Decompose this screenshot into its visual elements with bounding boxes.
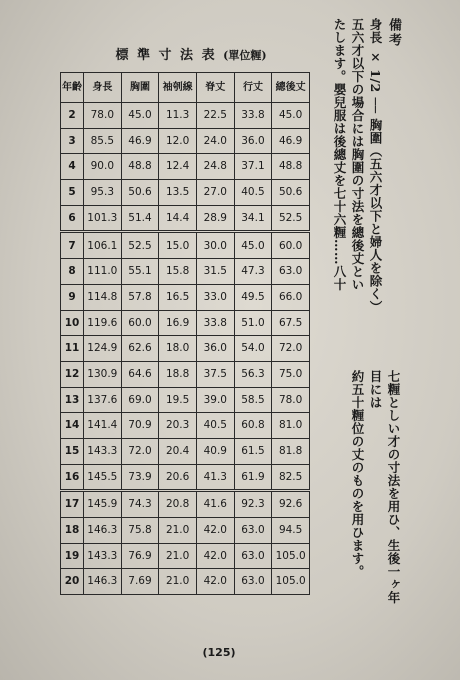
value-cell: 81.0 xyxy=(272,413,310,439)
header-total-back-length: 總後丈 xyxy=(272,73,310,103)
value-cell: 72.0 xyxy=(121,438,159,464)
value-cell: 36.0 xyxy=(234,128,272,154)
value-cell: 143.3 xyxy=(84,543,122,569)
value-cell: 33.8 xyxy=(196,310,234,336)
age-cell: 17 xyxy=(61,491,84,518)
value-cell: 51.0 xyxy=(234,310,272,336)
value-cell: 16.9 xyxy=(159,310,197,336)
table-row xyxy=(61,310,310,336)
value-cell: 45.0 xyxy=(234,232,272,259)
value-cell: 30.0 xyxy=(196,232,234,259)
value-cell: 52.5 xyxy=(272,205,310,232)
value-cell: 78.0 xyxy=(272,387,310,413)
value-cell: 16.5 xyxy=(159,284,197,310)
table-row xyxy=(61,103,310,129)
value-cell: 63.0 xyxy=(272,259,310,285)
value-cell: 145.5 xyxy=(84,464,122,491)
value-cell: 90.0 xyxy=(84,154,122,180)
value-cell: 67.5 xyxy=(272,310,310,336)
value-cell: 54.0 xyxy=(234,336,272,362)
table-row xyxy=(61,518,310,544)
table-body xyxy=(61,103,310,595)
header-back-length: 脊丈 xyxy=(196,73,234,103)
table-row xyxy=(61,569,310,595)
remarks-line: たします。嬰兒服は後總丈を七十六糎……八十 xyxy=(332,18,347,291)
value-cell: 42.0 xyxy=(196,518,234,544)
value-cell: 60.0 xyxy=(272,232,310,259)
value-cell: 85.5 xyxy=(84,128,122,154)
header-sleeve-length: 行丈 xyxy=(234,73,272,103)
table-title xyxy=(100,44,282,63)
value-cell: 18.0 xyxy=(159,336,197,362)
value-cell: 95.3 xyxy=(84,180,122,206)
value-cell: 76.9 xyxy=(121,543,159,569)
value-cell: 22.5 xyxy=(196,103,234,129)
table-row xyxy=(61,205,310,232)
value-cell: 20.4 xyxy=(159,438,197,464)
value-cell: 105.0 xyxy=(272,543,310,569)
remarks-continued xyxy=(348,370,402,610)
value-cell: 49.5 xyxy=(234,284,272,310)
table-title-text: 標 準 寸 法 表 xyxy=(115,48,217,63)
value-cell: 60.0 xyxy=(121,310,159,336)
value-cell: 21.0 xyxy=(159,518,197,544)
table-header-row xyxy=(61,73,310,103)
age-cell: 9 xyxy=(61,284,84,310)
value-cell: 12.0 xyxy=(159,128,197,154)
value-cell: 92.6 xyxy=(272,491,310,518)
value-cell: 51.4 xyxy=(121,205,159,232)
value-cell: 40.5 xyxy=(234,180,272,206)
value-cell: 40.5 xyxy=(196,413,234,439)
table-row xyxy=(61,438,310,464)
age-cell: 5 xyxy=(61,180,84,206)
value-cell: 75.0 xyxy=(272,361,310,387)
remarks-heading: 備考 xyxy=(386,18,401,48)
value-cell: 69.0 xyxy=(121,387,159,413)
table-row xyxy=(61,336,310,362)
value-cell: 64.6 xyxy=(121,361,159,387)
value-cell: 75.8 xyxy=(121,518,159,544)
header-height: 身長 xyxy=(84,73,122,103)
table-row xyxy=(61,413,310,439)
value-cell: 50.6 xyxy=(121,180,159,206)
value-cell: 105.0 xyxy=(272,569,310,595)
value-cell: 74.3 xyxy=(121,491,159,518)
header-age: 年齡 xyxy=(61,73,84,103)
value-cell: 39.0 xyxy=(196,387,234,413)
value-cell: 41.6 xyxy=(196,491,234,518)
age-cell: 11 xyxy=(61,336,84,362)
value-cell: 42.0 xyxy=(196,569,234,595)
value-cell: 13.5 xyxy=(159,180,197,206)
table-row xyxy=(61,180,310,206)
value-cell: 40.9 xyxy=(196,438,234,464)
value-cell: 42.0 xyxy=(196,543,234,569)
age-cell: 4 xyxy=(61,154,84,180)
value-cell: 70.9 xyxy=(121,413,159,439)
value-cell: 46.9 xyxy=(272,128,310,154)
value-cell: 92.3 xyxy=(234,491,272,518)
age-cell: 14 xyxy=(61,413,84,439)
value-cell: 46.9 xyxy=(121,128,159,154)
remarks-line: 身長 × 1/2 ── 胸圍（五六才以下と婦人を除く） xyxy=(368,18,383,314)
value-cell: 130.9 xyxy=(84,361,122,387)
value-cell: 66.0 xyxy=(272,284,310,310)
age-cell: 12 xyxy=(61,361,84,387)
value-cell: 28.9 xyxy=(196,205,234,232)
value-cell: 146.3 xyxy=(84,569,122,595)
value-cell: 73.9 xyxy=(121,464,159,491)
value-cell: 78.0 xyxy=(84,103,122,129)
value-cell: 52.5 xyxy=(121,232,159,259)
value-cell: 24.0 xyxy=(196,128,234,154)
value-cell: 45.0 xyxy=(272,103,310,129)
standard-size-table xyxy=(60,72,310,595)
value-cell: 24.8 xyxy=(196,154,234,180)
age-cell: 13 xyxy=(61,387,84,413)
age-cell: 2 xyxy=(61,103,84,129)
table-row xyxy=(61,284,310,310)
remarks-line: 五六才以下の場合には胸圍の寸法を總後丈とい xyxy=(350,18,365,291)
value-cell: 20.8 xyxy=(159,491,197,518)
table-row xyxy=(61,232,310,259)
value-cell: 57.8 xyxy=(121,284,159,310)
age-cell: 3 xyxy=(61,128,84,154)
age-cell: 6 xyxy=(61,205,84,232)
age-cell: 18 xyxy=(61,518,84,544)
age-cell: 15 xyxy=(61,438,84,464)
remarks-line: 七糎としい才の寸法を用ひ、生後一ヶ年目には xyxy=(368,370,401,604)
value-cell: 11.3 xyxy=(159,103,197,129)
value-cell: 18.8 xyxy=(159,361,197,387)
value-cell: 72.0 xyxy=(272,336,310,362)
value-cell: 141.4 xyxy=(84,413,122,439)
age-cell: 19 xyxy=(61,543,84,569)
value-cell: 106.1 xyxy=(84,232,122,259)
value-cell: 27.0 xyxy=(196,180,234,206)
table-row xyxy=(61,259,310,285)
header-armhole: 袖刳線 xyxy=(159,73,197,103)
value-cell: 34.1 xyxy=(234,205,272,232)
value-cell: 63.0 xyxy=(234,518,272,544)
remarks-column xyxy=(330,18,402,348)
value-cell: 21.0 xyxy=(159,569,197,595)
table-row xyxy=(61,464,310,491)
value-cell: 48.8 xyxy=(272,154,310,180)
value-cell: 33.8 xyxy=(234,103,272,129)
age-cell: 10 xyxy=(61,310,84,336)
value-cell: 14.4 xyxy=(159,205,197,232)
value-cell: 63.0 xyxy=(234,569,272,595)
value-cell: 7.69 xyxy=(121,569,159,595)
table-row xyxy=(61,128,310,154)
table-row xyxy=(61,543,310,569)
page-number: (125) xyxy=(202,646,236,659)
value-cell: 61.9 xyxy=(234,464,272,491)
value-cell: 21.0 xyxy=(159,543,197,569)
value-cell: 81.8 xyxy=(272,438,310,464)
remarks-line: 約五十糎位の丈のものを用ひます。 xyxy=(350,370,365,578)
value-cell: 56.3 xyxy=(234,361,272,387)
table-row xyxy=(61,387,310,413)
header-chest: 胸圍 xyxy=(121,73,159,103)
table-unit: (單位糎) xyxy=(223,49,267,62)
value-cell: 101.3 xyxy=(84,205,122,232)
value-cell: 124.9 xyxy=(84,336,122,362)
value-cell: 62.6 xyxy=(121,336,159,362)
table-row xyxy=(61,154,310,180)
value-cell: 20.6 xyxy=(159,464,197,491)
age-cell: 16 xyxy=(61,464,84,491)
value-cell: 45.0 xyxy=(121,103,159,129)
value-cell: 48.8 xyxy=(121,154,159,180)
value-cell: 119.6 xyxy=(84,310,122,336)
value-cell: 41.3 xyxy=(196,464,234,491)
value-cell: 58.5 xyxy=(234,387,272,413)
value-cell: 15.0 xyxy=(159,232,197,259)
value-cell: 137.6 xyxy=(84,387,122,413)
value-cell: 33.0 xyxy=(196,284,234,310)
table-row xyxy=(61,361,310,387)
value-cell: 50.6 xyxy=(272,180,310,206)
value-cell: 114.8 xyxy=(84,284,122,310)
value-cell: 94.5 xyxy=(272,518,310,544)
value-cell: 15.8 xyxy=(159,259,197,285)
value-cell: 63.0 xyxy=(234,543,272,569)
value-cell: 145.9 xyxy=(84,491,122,518)
age-cell: 8 xyxy=(61,259,84,285)
table-row xyxy=(61,491,310,518)
value-cell: 31.5 xyxy=(196,259,234,285)
value-cell: 37.5 xyxy=(196,361,234,387)
value-cell: 47.3 xyxy=(234,259,272,285)
value-cell: 143.3 xyxy=(84,438,122,464)
value-cell: 146.3 xyxy=(84,518,122,544)
value-cell: 36.0 xyxy=(196,336,234,362)
value-cell: 61.5 xyxy=(234,438,272,464)
value-cell: 60.8 xyxy=(234,413,272,439)
value-cell: 37.1 xyxy=(234,154,272,180)
value-cell: 12.4 xyxy=(159,154,197,180)
age-cell: 20 xyxy=(61,569,84,595)
age-cell: 7 xyxy=(61,232,84,259)
value-cell: 19.5 xyxy=(159,387,197,413)
value-cell: 111.0 xyxy=(84,259,122,285)
value-cell: 82.5 xyxy=(272,464,310,491)
value-cell: 20.3 xyxy=(159,413,197,439)
value-cell: 55.1 xyxy=(121,259,159,285)
